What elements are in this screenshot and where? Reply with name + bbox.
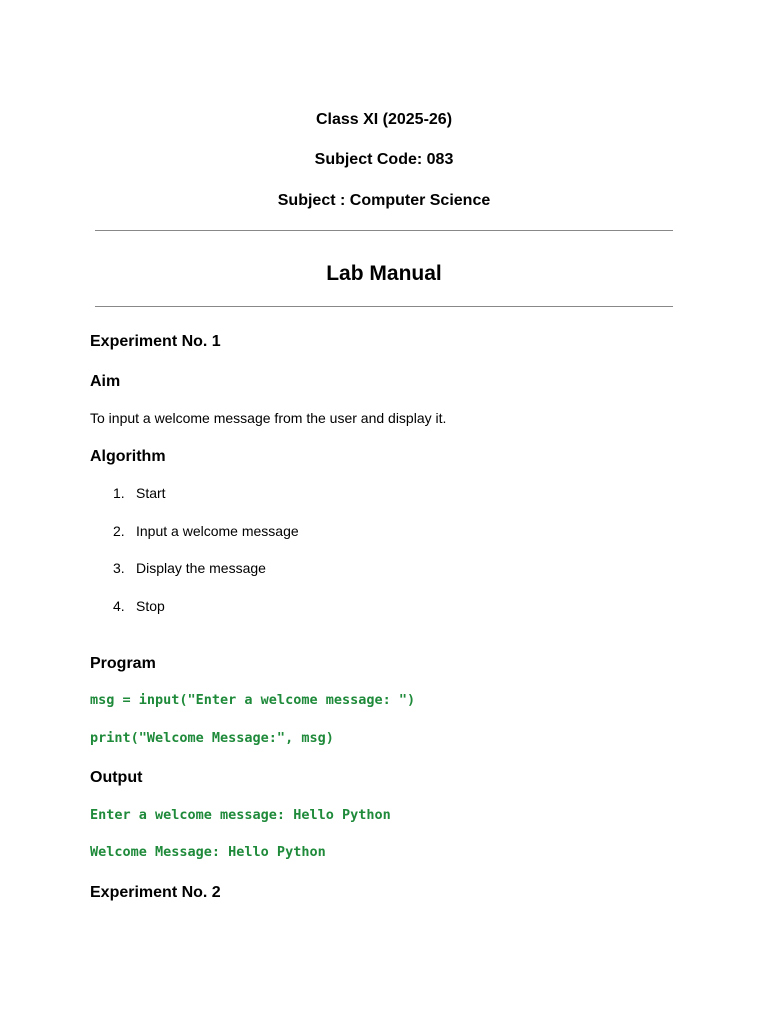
algorithm-step	[100, 522, 299, 540]
output-line: Welcome Message: Hello Python	[90, 844, 326, 860]
step-number: 4.	[113, 598, 125, 614]
step-text: Input a welcome message	[136, 523, 299, 539]
document-title: Lab Manual	[326, 262, 442, 285]
output-line: Enter a welcome message: Hello Python	[90, 807, 391, 823]
aim-heading: Aim	[90, 373, 121, 390]
subject-code: Subject Code: 083	[314, 151, 454, 168]
step-number: 3.	[113, 560, 125, 576]
algorithm-step	[100, 559, 266, 577]
top-divider	[95, 230, 673, 231]
program-line: print("Welcome Message:", msg)	[90, 730, 334, 746]
algorithm-step	[100, 484, 166, 502]
step-number: 2.	[113, 523, 125, 539]
step-text: Display the message	[136, 560, 266, 576]
class-line: Class XI (2025-26)	[315, 111, 453, 128]
subject-name: Subject : Computer Science	[277, 192, 491, 209]
experiment-1-heading: Experiment No. 1	[90, 333, 221, 350]
experiment-2-heading: Experiment No. 2	[90, 884, 221, 901]
step-number: 1.	[113, 485, 125, 501]
algorithm-step	[100, 597, 165, 615]
step-text: Start	[136, 485, 166, 501]
output-heading: Output	[90, 769, 143, 786]
program-heading: Program	[90, 655, 156, 672]
bottom-divider	[95, 306, 673, 307]
step-text: Stop	[136, 598, 165, 614]
program-line: msg = input("Enter a welcome message: ")	[90, 692, 416, 708]
aim-text: To input a welcome message from the user and display it.	[90, 410, 447, 426]
algorithm-heading: Algorithm	[90, 448, 166, 465]
